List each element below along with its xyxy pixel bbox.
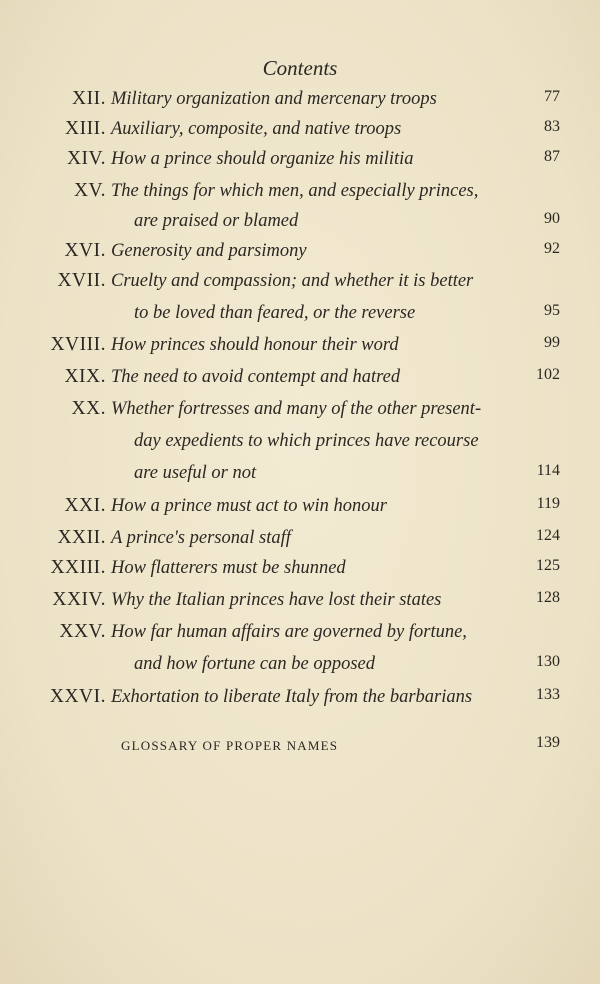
page-title: Contents [262, 56, 338, 80]
chapter-title: The need to avoid contempt and hatred [111, 367, 401, 387]
toc-entry [0, 589, 600, 619]
chapter-number: XXIV. [52, 589, 106, 610]
chapter-title: to be loved than feared, or the reverse [134, 303, 416, 323]
glossary-label: GLOSSARY OF PROPER NAMES [121, 738, 339, 753]
chapter-title: and how fortune can be opposed [134, 654, 375, 674]
toc-entry [0, 495, 600, 525]
chapter-title: are praised or blamed [134, 211, 299, 231]
page-number: 99 [544, 334, 560, 351]
toc-entry [0, 180, 600, 210]
page-number: 83 [544, 118, 560, 135]
toc-entry [0, 270, 600, 300]
chapter-title: are useful or not [134, 463, 257, 483]
toc-entry [0, 366, 600, 396]
page-number: 95 [544, 302, 560, 319]
chapter-title: How a prince must act to win honour [111, 496, 387, 516]
chapter-title: Why the Italian princes have lost their states [111, 590, 442, 610]
chapter-title: Exhortation to liberate Italy from the barbarians [111, 687, 473, 707]
chapter-number: XIV. [66, 148, 106, 169]
toc-entry-continuation [0, 462, 600, 492]
chapter-number: XII. [72, 88, 106, 109]
chapter-title: How a prince should organize his militia [111, 149, 414, 169]
toc-entry [0, 148, 600, 178]
chapter-number: XVII. [57, 270, 106, 291]
toc-entry [0, 334, 600, 364]
chapter-number: XXIII. [50, 557, 106, 578]
toc-entry [0, 686, 600, 716]
chapter-title: The things for which men, and especially princes, [111, 181, 479, 201]
chapter-title: Military organization and mercenary troops [111, 89, 437, 109]
toc-entry-continuation [0, 653, 600, 683]
toc-entry [0, 240, 600, 270]
toc-entry [0, 398, 600, 428]
chapter-title: Whether fortresses and many of the other present- [111, 399, 482, 419]
chapter-number: XVIII. [50, 334, 106, 355]
chapter-title: Cruelty and compassion; and whether it is better [111, 271, 474, 291]
toc-entry-continuation [0, 430, 600, 460]
page-number: 87 [544, 148, 560, 165]
chapter-title: A prince's personal staff [111, 528, 291, 548]
toc-entry [0, 88, 600, 118]
page-number: 133 [536, 686, 560, 703]
page-number: 114 [536, 462, 560, 479]
page-number: 125 [536, 557, 560, 574]
chapter-number: XIII. [65, 118, 106, 139]
page-number: 124 [536, 527, 560, 544]
page-number: 92 [544, 240, 560, 257]
chapter-title: How far human affairs are governed by fortune, [111, 622, 467, 642]
chapter-title: How flatterers must be shunned [111, 558, 346, 578]
chapter-number: XX. [71, 398, 106, 419]
toc-entry-continuation [0, 210, 600, 240]
chapter-number: XXI. [64, 495, 106, 516]
page-number: 119 [536, 495, 560, 512]
chapter-number: XXII. [57, 527, 106, 548]
chapter-number: XIX. [64, 366, 106, 387]
page-number: 77 [544, 88, 560, 105]
chapter-number: XXVI. [49, 686, 106, 707]
chapter-title: Generosity and parsimony [111, 241, 307, 261]
page-number: 130 [536, 653, 560, 670]
chapter-number: XXV. [59, 621, 106, 642]
toc-entry [0, 118, 600, 148]
chapter-number: XVI. [64, 240, 106, 261]
chapter-title: Auxiliary, composite, and native troops [111, 119, 402, 139]
toc-entry [0, 557, 600, 587]
chapter-title: day expedients to which princes have recourse [134, 431, 479, 451]
chapter-title: How princes should honour their word [111, 335, 399, 355]
page-number: 90 [544, 210, 560, 227]
toc-entry [0, 621, 600, 651]
glossary-page-number: 139 [536, 734, 560, 751]
chapter-number: XV. [73, 180, 106, 201]
toc-entry-continuation [0, 302, 600, 332]
toc-entry [0, 527, 600, 557]
page-number: 128 [536, 589, 560, 606]
page-number: 102 [536, 366, 560, 383]
